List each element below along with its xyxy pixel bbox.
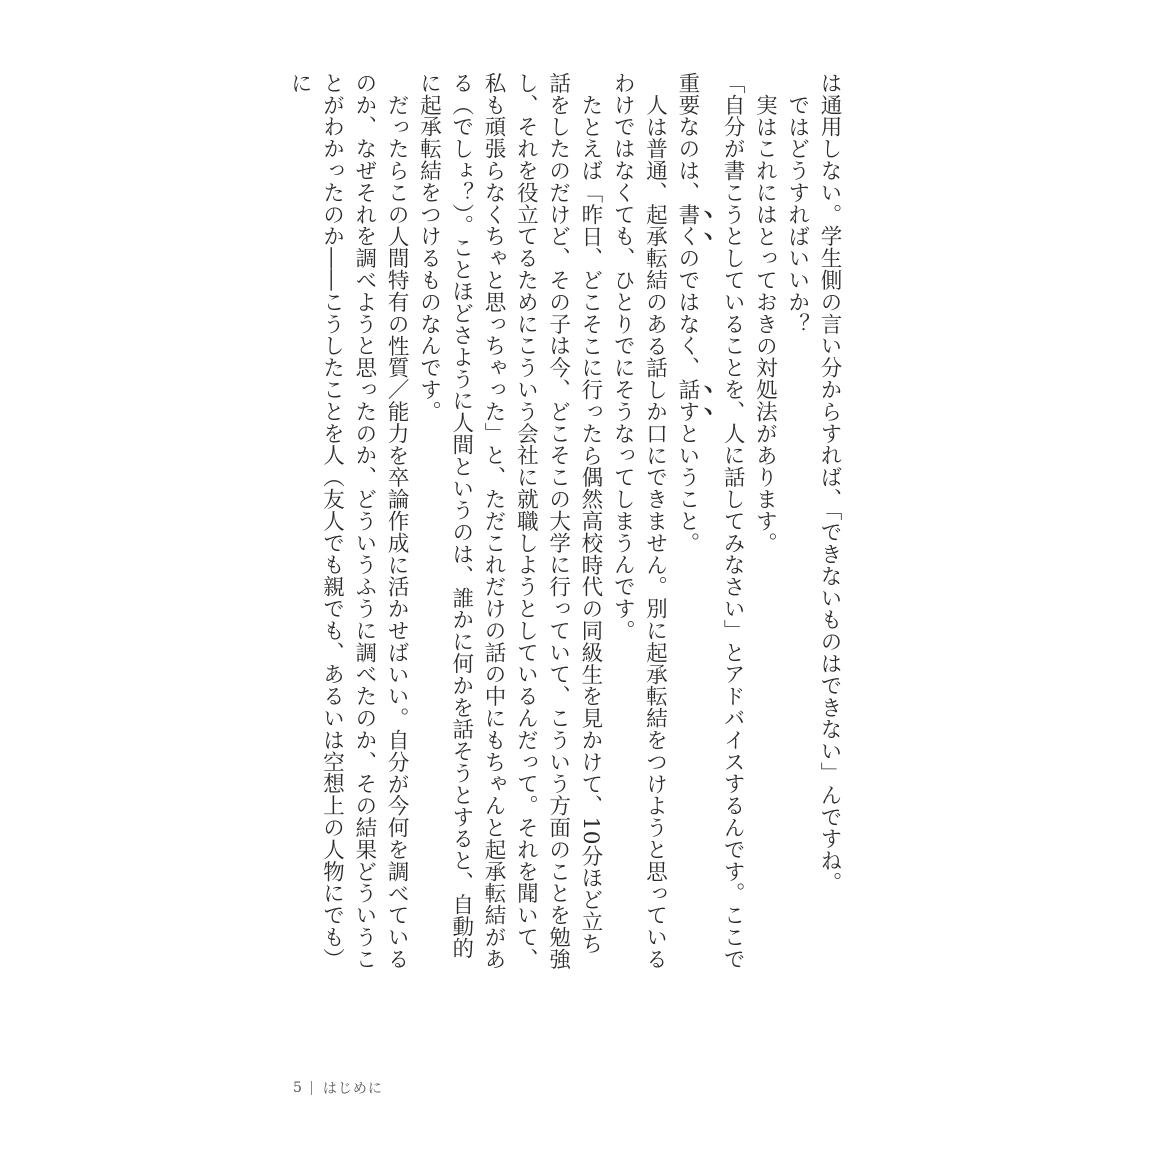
emphasis-kaku: 書く (674, 203, 700, 248)
paragraph-4-part-c: ということ。 (674, 422, 700, 554)
paragraph-4-part-a: 「自分が書こうとしていることを、人に話してみなさい」とアドバイスするんです。ここで重要なのは、 (674, 72, 746, 970)
paragraph-2: ではどうすればいいか？ (784, 93, 810, 335)
paragraph-6: たとえば「昨日、どこそこに行ったら偶然高校時代の同級生を見かけて、10分ほど立ち話をしたのだけど、その子は今、どこそこの大学に行っていて、こういう方面のことを勉強し、それを役立てるためにこういう会社に就職しようとしているんだって。それを聞いて、私も頑張らなくちゃと思っちゃった」と、ただこれだけの話の中にもちゃんと起承転結がある（でしょ？）。ことほどさように人間というのは、誰かに何かを話そうとすると、自動的に起承転結をつけるものなんです。 (416, 72, 603, 970)
paragraph-1: は通用しない。学生側の言い分からすれば、「できないものはできない」んですね。 (817, 72, 842, 894)
paragraph-7: だったらこの人間特有の性質／能力を卒論作成に活かせばいい。自分が今何を調べているのか、なぜそれを調べようと思ったのか、どういうふうに調べたのか、その結果どういうことがわかったのか――こうしたことを人（友人でも親でも、あるいは空想上の人物にでも）に (287, 72, 410, 970)
footer-divider (311, 1081, 312, 1095)
vertical-body-text (283, 72, 845, 972)
paragraph-4-part-b: のではなく、 (674, 247, 700, 379)
section-title: はじめに (322, 1081, 383, 1097)
emphasis-hanasu: 話す (674, 378, 700, 423)
paragraph-5: 人は普通、起承転結のある話しか口にできません。別に起承転結をつけようと思っているわけではなくても、ひとりでにそうなってしまうんです。 (610, 72, 668, 970)
paragraph-3: 実はこれにはとっておきの対処法があります。 (752, 93, 778, 554)
page-number: 5 (293, 1080, 302, 1096)
paragraph-4 (671, 72, 749, 972)
page-footer (293, 1078, 383, 1098)
